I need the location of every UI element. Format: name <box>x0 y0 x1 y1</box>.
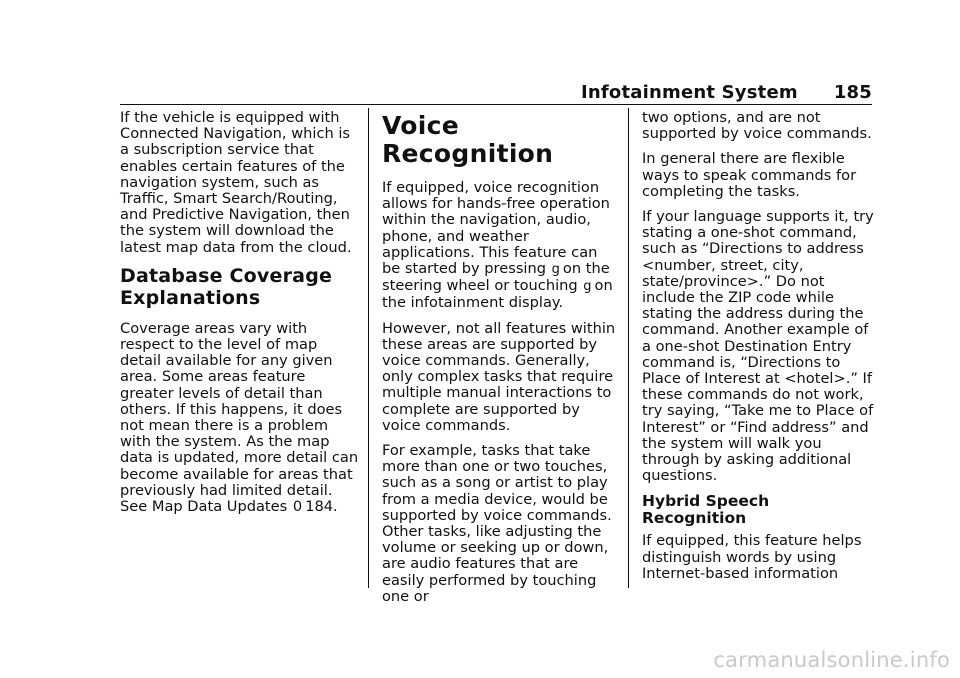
watermark: carmanualsonline.info <box>713 648 950 672</box>
one-shot-command-paragraph: If your language supports it, try stating a one-shot command, such as “Directions to address <number, street, city, state/province>.” Do not include the ZIP code while stating the address during the command. Another example of a one-shot Destination Entry command is, “Directions to Place of Interest at <hotel>.” If these commands do not work, try saying, “Take me to Place of Interest” or “Find address” and the system will walk you through by asking additional questions. <box>642 208 874 485</box>
column-3 <box>642 110 878 591</box>
coverage-text: Coverage areas vary with respect to the level of map detail available for any given area. Some areas feature greater levels of detail than others. If this happens, it does not mean there is a problem with the system. As the map data is updated, more detail can become available for areas that previously had limited detail. See Map Data Updates <box>120 319 359 516</box>
column-divider-2 <box>628 108 629 588</box>
intro-text-a: If equipped, voice recognition allows for hands-free operation within the navigation, audio, phone, and weather applications. This feature can be started by pressing <box>382 179 610 278</box>
hybrid-speech-heading: Hybrid Speech Recognition <box>642 492 770 528</box>
continued-paragraph: two options, and are not supported by voice commands. <box>642 109 872 143</box>
header-rule <box>120 104 872 105</box>
column-divider-1 <box>368 108 369 588</box>
page-reference-icon: 0 <box>292 498 303 516</box>
page-number: 185 <box>833 82 872 103</box>
voice-command-icon: g <box>551 262 560 278</box>
intro-text-c: on the infotainment display. <box>382 277 613 312</box>
supported-features-paragraph: However, not all features within these areas are supported by voice commands. Generally, only complex tasks that require multiple manual interactions to complete are supported by voice commands. <box>382 319 616 434</box>
section-title: Infotainment System <box>580 82 798 103</box>
flexible-commands-paragraph: In general there are flexible ways to speak commands for completing the tasks. <box>642 150 857 200</box>
voice-recognition-heading: Voice Recognition <box>382 111 554 168</box>
coverage-paragraph <box>120 321 360 515</box>
voice-recognition-intro <box>382 180 618 312</box>
database-coverage-heading: Database Coverage Explanations <box>120 264 333 309</box>
page-reference-link[interactable]: 184. <box>305 498 338 516</box>
intro-text-b: on the steering wheel or touching <box>382 260 610 295</box>
voice-command-icon: g <box>583 279 592 295</box>
connected-navigation-paragraph: If the vehicle is equipped with Connected Navigation, which is a subscription service that enables certain features of the navigation system, such as Traffic, Smart Search/Routing, and Predictive Navigation, then the system will download the latest map data from the cloud. <box>120 109 352 256</box>
column-1 <box>120 110 360 524</box>
example-tasks-paragraph: For example, tasks that take more than one or two touches, such as a song or artist to play from a media device, would be supported by voice commands. Other tasks, like adjusting the volume or seeking up or down, are audio features that are easily performed by touching one or <box>382 442 612 605</box>
column-2 <box>382 110 618 614</box>
running-header <box>581 82 872 103</box>
hybrid-speech-paragraph: If equipped, this feature helps distinguish words by using Internet-based information <box>642 532 862 582</box>
